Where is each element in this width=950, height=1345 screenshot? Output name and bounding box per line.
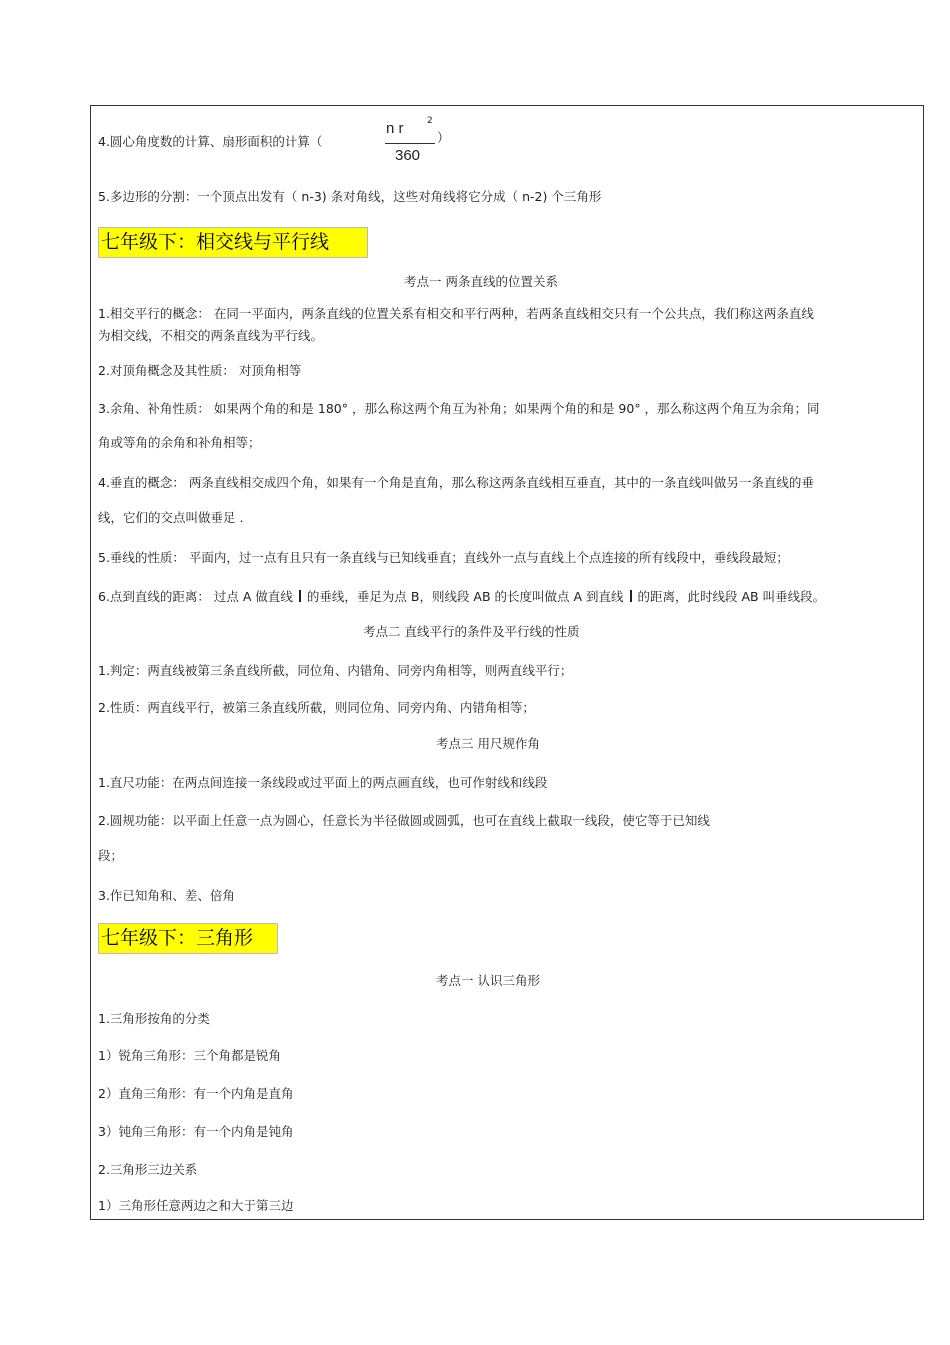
- fraction-bar: [385, 143, 435, 144]
- construct-angles: 3.作已知角和、差、倍角: [98, 888, 235, 903]
- point-line-distance-b: 的垂线，垂足为点 B，则线段 AB 的长度叫做点 A 到直线: [306, 589, 624, 604]
- parallel-properties: 2.性质：两直线平行，被第三条直线所截，则同位角、同旁内角、内错角相等；: [98, 700, 535, 715]
- perpendicular-concept: 4.垂直的概念： 两条直线相交成四个角，如果有一个角是直角，那么称这两条直线相互垂直，其中的一条直线叫做另一条直线的垂: [98, 475, 814, 490]
- section-title-triangles: 七年级下：三角形: [98, 923, 278, 954]
- triangle-classification: 1.三角形按角的分类: [98, 1011, 210, 1026]
- kaodian-2-heading: 考点二 直线平行的条件及平行线的性质: [363, 624, 580, 639]
- compass-function: 2.圆规功能：以平面上任意一点为圆心，任意长为半径做圆或圆弧，也可在直线上截取一线段，使它等于已知线: [98, 813, 710, 828]
- point-line-distance-c: 的距离，此时线段 AB 叫垂线段。: [637, 589, 826, 604]
- point-line-distance-a: 6.点到直线的距离： 过点 A 做直线: [98, 589, 293, 604]
- formula-exponent: 2: [427, 116, 433, 126]
- compass-function-cont: 段；: [98, 848, 124, 863]
- perpendicular-properties: 5.垂线的性质： 平面内，过一点有且只有一条直线与已知线垂直；直线外一点与直线上个点连接的所有线段中，垂线段最短；: [98, 550, 789, 565]
- concept-intersect-parallel: 1.相交平行的概念： 在同一平面内，两条直线的位置关系有相交和平行两种，若两条直线相交只有一个公共点，我们称这两条直线: [98, 306, 814, 321]
- perpendicular-concept-cont: 线，它们的交点叫做垂足 .: [98, 510, 244, 525]
- ruler-function: 1.直尺功能：在两点间连接一条线段或过平面上的两点画直线，也可作射线和线段: [98, 775, 548, 790]
- point-line-distance: [98, 589, 825, 605]
- item-4-text: 4.圆心角度数的计算、扇形面积的计算（: [98, 134, 323, 149]
- obtuse-triangle: 3）钝角三角形：有一个内角是钝角: [98, 1124, 294, 1139]
- line-l-symbol: [630, 590, 632, 602]
- section-title-lines: 七年级下：相交线与平行线: [98, 227, 368, 258]
- acute-triangle: 1）锐角三角形：三个角都是锐角: [98, 1048, 281, 1063]
- sector-area-formula: [385, 118, 437, 168]
- item-5-text: 5.多边形的分割：一个顶点出发有（ n-3) 条对角线，这些对角线将它分成（ n-2) 个三角形: [98, 189, 602, 204]
- triangle-side-relation: 2.三角形三边关系: [98, 1162, 198, 1177]
- kaodian-1-triangle-heading: 考点一 认识三角形: [436, 973, 540, 988]
- formula-denominator: 360: [395, 147, 421, 164]
- complementary-supplementary-cont: 角或等角的余角和补角相等；: [98, 435, 261, 450]
- formula-numerator: n r: [386, 120, 404, 137]
- concept-intersect-parallel-cont: 为相交线，不相交的两条直线为平行线。: [98, 328, 324, 343]
- line-l-symbol: [299, 590, 301, 602]
- kaodian-3-heading: 考点三 用尺规作角: [436, 736, 540, 751]
- vertical-angles: 2.对顶角概念及其性质： 对顶角相等: [98, 363, 302, 378]
- kaodian-1-heading: 考点一 两条直线的位置关系: [404, 274, 558, 289]
- triangle-inequality: 1）三角形任意两边之和大于第三边: [98, 1198, 294, 1213]
- right-triangle: 2）直角三角形：有一个内角是直角: [98, 1086, 294, 1101]
- item-4-suffix: ）: [437, 130, 450, 145]
- complementary-supplementary: 3.余角、补角性质： 如果两个角的和是 180° ，那么称这两个角互为补角；如果两个角的和是 90° ，那么称这两个角互为余角；同: [98, 401, 820, 416]
- parallel-criteria: 1.判定：两直线被第三条直线所截，同位角、内错角、同旁内角相等，则两直线平行；: [98, 663, 573, 678]
